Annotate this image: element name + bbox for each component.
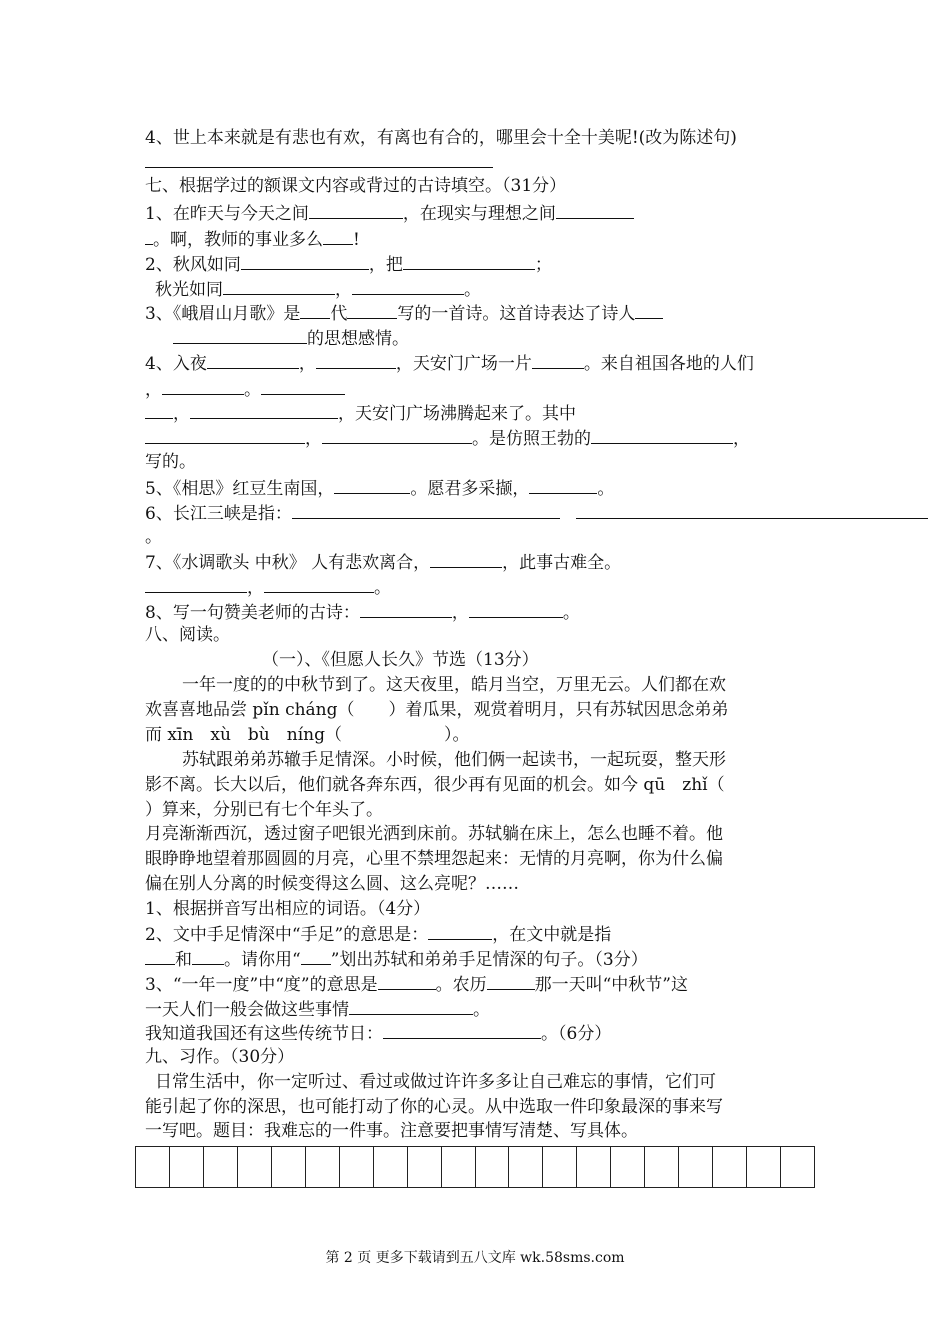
grid-cell [204, 1147, 238, 1187]
s7-q3-line1: 3、《峨眉山月歌》是 代 写的一首诗。这首诗表达了诗人 [145, 301, 663, 325]
passage-p1-l2: 欢喜喜地品尝 pǐn cháng（ ）着瓜果，观赏着明月，只有苏轼因思念弟弟 [145, 700, 729, 720]
s7-q8: 8、写一句赞美老师的古诗： ， 。 [145, 600, 580, 624]
grid-cell [679, 1147, 713, 1187]
grid-cell [747, 1147, 781, 1187]
passage-p1-l3: 而 xīn xù bù níng（ ）。 [145, 725, 470, 745]
passage-p3-l3: 偏在别人分离的时候变得这么圆、这么亮呢？…… [145, 874, 519, 894]
s7-q2-line2: 秋光如同 ， 。 [155, 277, 481, 301]
writing-grid [135, 1146, 815, 1188]
grid-cell [374, 1147, 408, 1187]
s7-q7-line1: 7、《水调歌头 中秋》 人有悲欢离合， ，此事古难全。 [145, 550, 621, 574]
s7-q5: 5、《相思》红豆生南国， 。愿君多采撷， 。 [145, 476, 614, 500]
section-7-title: 七、根据学过的额课文内容或背过的古诗填空。（31分） [145, 176, 567, 196]
essay-prompt-l3: 一写吧。题目：我难忘的一件事。注意要把事情写清楚、写具体。 [145, 1121, 638, 1141]
grid-cell [442, 1147, 476, 1187]
reading-q2-line1: 2、文中手足情深中“手足”的意思是： ，在文中就是指 [145, 922, 611, 946]
grid-cell [272, 1147, 306, 1187]
grid-cell [340, 1147, 374, 1187]
passage-p2-l3: ）算来，分别已有七个年头了。 [145, 800, 383, 820]
section-9-title: 九、习作。（30分） [145, 1047, 295, 1067]
grid-cell [577, 1147, 611, 1187]
q6-4-text: 4、世上本来就是有悲也有欢，有离也有合的，哪里会十全十美呢!(改为陈述句) [145, 128, 737, 148]
s7-q4-line1: 4、入夜 ， ，天安门广场一片 。来自祖国各地的人们 [145, 351, 754, 375]
essay-prompt-l2: 能引起了你的深思，也可能打动了你的心灵。从中选取一件印象最深的事来写 [145, 1097, 723, 1117]
s7-q6: 6、长江三峡是指： [145, 501, 928, 525]
grid-cell [306, 1147, 340, 1187]
grid-cell [408, 1147, 442, 1187]
grid-cell [509, 1147, 543, 1187]
s7-q4-line4: ， 。是仿照王勃的 ， [145, 426, 750, 450]
grid-cell [611, 1147, 645, 1187]
s7-q1-line2: 。啊，教师的事业多么 ! [145, 227, 360, 251]
section-8-title: 八、阅读。 [145, 625, 230, 645]
q6-4-answer-line [145, 150, 493, 174]
s7-q4-line3: ， ，天安门广场沸腾起来了。其中 [145, 401, 576, 425]
s7-q2-line1: 2、秋风如同 ，把 ； [145, 252, 552, 276]
reading-q1: 1、根据拼音写出相应的词语。（4分） [145, 899, 431, 919]
s7-q7-line2: ， 。 [145, 575, 391, 599]
grid-cell [170, 1147, 204, 1187]
reading-q3-line2: 一天人们一般会做这些事情 。 [145, 997, 490, 1021]
s7-q3-line2: 的思想感情。 [173, 326, 409, 350]
reading-q3-line3: 我知道我国还有这些传统节日： 。（6分） [145, 1021, 611, 1045]
s7-q1-line1: 1、在昨天与今天之间 ，在现实与理想之间 [145, 201, 634, 225]
passage-p3-l1: 月亮渐渐西沉，透过窗子吧银光洒到床前。苏轼躺在床上，怎么也睡不着。他 [145, 824, 723, 844]
grid-cell [781, 1147, 814, 1187]
s7-q4-line2: ， 。 [145, 377, 345, 401]
grid-cell [476, 1147, 510, 1187]
s7-q4-line5: 写的。 [145, 452, 196, 472]
grid-cell [543, 1147, 577, 1187]
reading-subtitle: （一）、《但愿人长久》节选（13分） [262, 650, 539, 670]
grid-cell [645, 1147, 679, 1187]
essay-prompt-l1: 日常生活中，你一定听过、看过或做过许许多多让自己难忘的事情，它们可 [155, 1072, 716, 1092]
grid-cell [136, 1147, 170, 1187]
s7-q6-end: 。 [145, 527, 162, 547]
reading-q2-line2: 和 。请你用“ ”划出苏轼和弟弟手足情深的句子。（3分） [145, 947, 648, 971]
passage-p2-l1: 苏轼跟弟弟苏辙手足情深。小时候，他们俩一起读书，一起玩耍，整天形 [182, 750, 726, 770]
grid-cell [238, 1147, 272, 1187]
page-footer: 第 2 页 更多下载请到五八文库 wk.58sms.com [325, 1250, 625, 1266]
passage-p1-l1: 一年一度的的中秋节到了。这天夜里，皓月当空，万里无云。人们都在欢 [182, 675, 726, 695]
grid-cell [713, 1147, 747, 1187]
passage-p2-l2: 影不离。长大以后，他们就各奔东西，很少再有见面的机会。如今 qū zhǐ（ [145, 775, 725, 795]
passage-p3-l2: 眼睁睁地望着那圆圆的月亮，心里不禁埋怨起来：无情的月亮啊，你为什么偏 [145, 849, 723, 869]
reading-q3-line1: 3、“一年一度”中“度”的意思是 。农历 那一天叫“中秋节”这 [145, 972, 688, 996]
